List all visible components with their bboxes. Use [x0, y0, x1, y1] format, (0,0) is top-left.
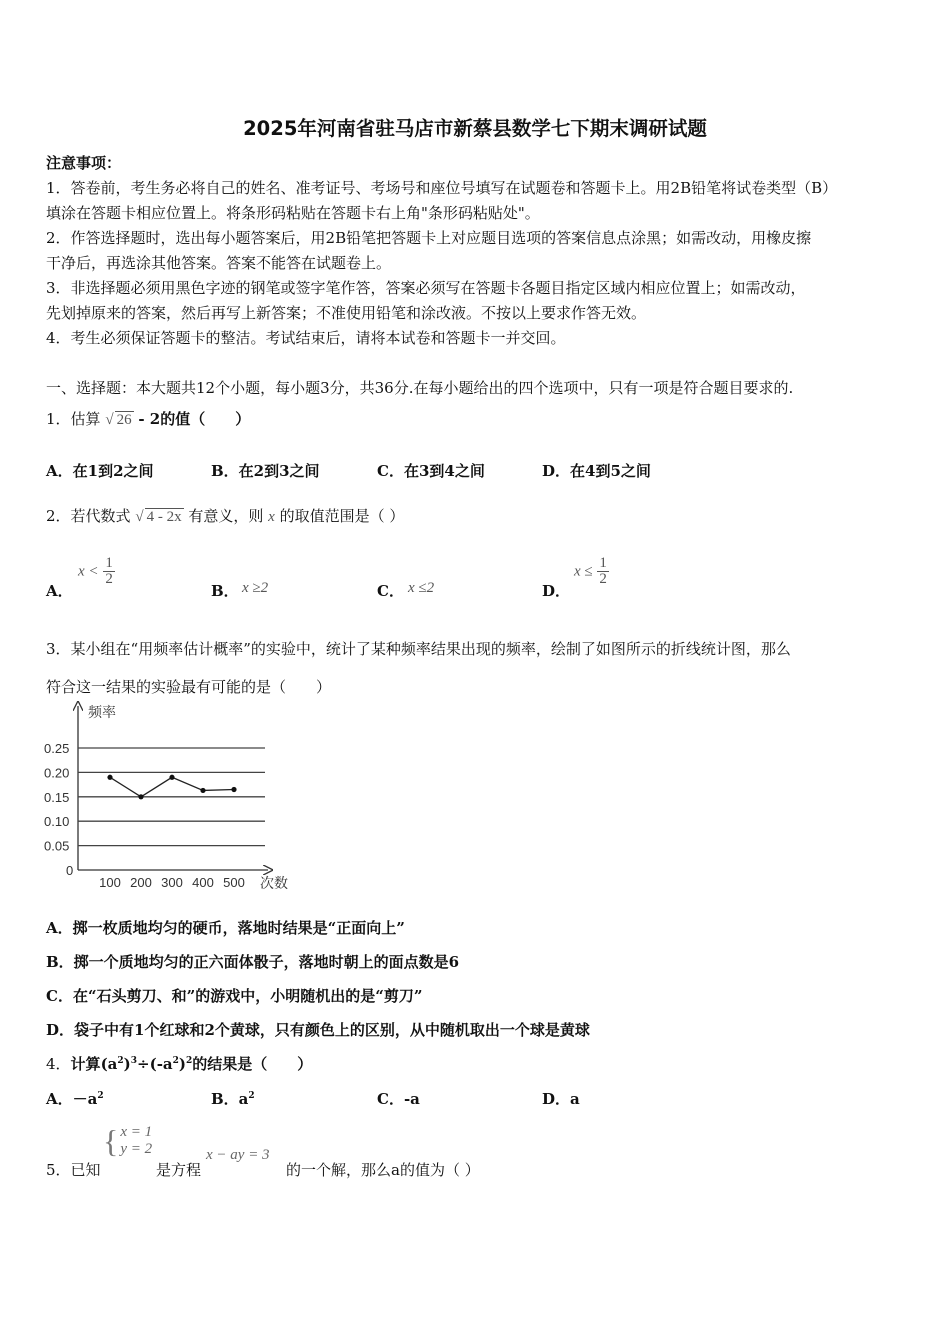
y-tick-label: 0.15	[44, 789, 70, 805]
q2-option-d-label: D．	[542, 582, 571, 600]
x-tick-label: 200	[130, 875, 152, 890]
y-tick-label: 0.20	[44, 765, 70, 781]
q5-post: 的一个解，那么a的值为（ ）	[286, 1161, 480, 1179]
x-tick-label: 300	[161, 875, 183, 890]
q1-option-c: C．在3到4之间	[377, 462, 485, 480]
data-point	[169, 775, 174, 780]
q2-mid: 有意义，则	[188, 507, 264, 525]
q4-option-d: D．a	[542, 1090, 580, 1108]
q4-option-c: C．-a	[377, 1090, 420, 1108]
q1-option-a: A．在1到2之间	[46, 462, 154, 480]
q4-option-b	[211, 1088, 255, 1109]
q2-d-num: 1	[599, 555, 607, 571]
q5-number-pre	[46, 1159, 101, 1180]
q2-option-a-label: A．	[46, 582, 73, 600]
y-tick-label: 0	[66, 863, 74, 878]
question-2	[46, 505, 404, 526]
notice-line: 干净后，再选涂其他答案。答案不能答在试题卷上。	[46, 254, 392, 272]
q5-sys-eq2: y = 2	[120, 1140, 153, 1157]
q4-option-a	[46, 1088, 104, 1109]
q1-pre: 估算	[70, 410, 101, 428]
x-axis-label: 次数	[260, 875, 288, 891]
q5-number: 5．	[46, 1161, 71, 1179]
q3-line-2: 符合这一结果的实验最有可能的是（ ）	[46, 678, 332, 696]
q1-post: - 2的值（ ）	[138, 410, 251, 428]
frequency-line-chart	[40, 700, 310, 895]
q2-pre: 若代数式	[70, 507, 131, 525]
q2-a-den: 2	[105, 571, 113, 587]
q3-line-1: 3．某小组在“用频率估计概率”的实验中，统计了某种频率结果出现的频率，绘制了如图所示的折线统计图，那么	[46, 640, 791, 658]
x-tick-label: 400	[192, 875, 214, 890]
series-line	[110, 777, 234, 797]
q2-d-lhs: x ≤	[574, 563, 593, 580]
q4-sup: 2	[186, 1056, 193, 1066]
q4-number: 4．	[46, 1055, 71, 1073]
q2-number: 2．	[46, 507, 71, 525]
q1-radicand: 26	[116, 412, 132, 428]
q2-a-num: 1	[105, 555, 113, 571]
q3-option-c: C．在“石头剪刀、和”的游戏中，小明随机出的是“剪刀”	[46, 987, 423, 1005]
q2-d-den: 2	[599, 571, 607, 587]
q3-option-b: B．掷一个质地均匀的正六面体骰子，落地时朝上的面点数是6	[46, 953, 460, 971]
q2-option-d	[574, 556, 609, 587]
q4-sup: 3	[130, 1056, 138, 1066]
x-tick-label: 500	[223, 875, 245, 890]
notice-line: 3．非选择题必须用黑色字迹的钢笔或签字笔作答，答案必须写在答题卡各题目指定区域内相应位置上；如需改动，	[46, 279, 806, 297]
q1-number: 1．	[46, 410, 71, 428]
page-title: 2025年河南省驻马店市新蔡县数学七下期末调研试题	[243, 117, 707, 140]
question-4	[46, 1053, 312, 1074]
q5-sys-eq1: x = 1	[120, 1124, 153, 1140]
section-heading: 一、选择题：本大题共12个小题，每小题3分，共36分.在每小题给出的四个选项中，只有一项是符合题目要求的.	[46, 379, 794, 397]
q5-equation: x − ay = 3	[206, 1147, 270, 1163]
notice-line: 4．考生必须保证答题卡的整洁。考试结束后，请将本试卷和答题卡一并交回。	[46, 329, 566, 347]
q5-equation-system: { x = 1 y = 2	[103, 1122, 153, 1159]
q2-option-b: x ≥2	[242, 580, 269, 596]
q4-expression	[101, 1055, 193, 1073]
q5-pre: 已知	[70, 1161, 101, 1179]
q2-option-c-label: C．	[377, 582, 404, 600]
data-point	[138, 794, 143, 799]
q2-option-a	[78, 556, 115, 587]
q4-expr-part: )	[123, 1055, 131, 1073]
q4-b-text: B．a	[211, 1090, 249, 1108]
q4-a-sup: 2	[97, 1091, 104, 1101]
q2-var: x	[268, 509, 275, 525]
q4-b-sup: 2	[248, 1091, 255, 1101]
notice-line: 先划掉原来的答案，然后再写上新答案；不准使用铅笔和涂改液。不按以上要求作答无效。	[46, 304, 647, 322]
q4-sup: 2	[172, 1056, 179, 1066]
y-tick-label: 0.25	[44, 741, 70, 756]
notice-line: 2．作答选择题时，选出每小题答案后，用2B铅笔把答题卡上对应题目选项的答案信息点涂黑；如需改动，用橡皮擦	[46, 229, 812, 247]
q2-post: 的取值范围是（ ）	[279, 507, 405, 525]
q2-a-frac	[103, 556, 115, 587]
q2-a-lhs: x <	[78, 563, 99, 580]
q4-a-text: A．－a	[46, 1090, 98, 1108]
q4-pre: 计算	[70, 1055, 101, 1073]
q2-option-b-label: B．	[211, 582, 239, 600]
q1-sqrt: √ 26	[105, 412, 132, 428]
q4-expr-part: )	[178, 1055, 187, 1073]
q2-sqrt: √ 4 - 2x	[135, 509, 182, 525]
q4-expr-part: ÷(-a	[137, 1055, 173, 1073]
question-1	[46, 408, 250, 429]
q1-option-d: D．在4到5之间	[542, 462, 651, 480]
q1-option-b: B．在2到3之间	[211, 462, 320, 480]
q2-d-frac	[597, 556, 609, 587]
q3-option-a: A．掷一枚质地均匀的硬币，落地时结果是“正面向上”	[46, 919, 405, 937]
q2-option-c: x ≤2	[408, 580, 435, 596]
data-point	[231, 787, 236, 792]
q4-expr-part: (a	[100, 1055, 118, 1073]
notice-line: 1．答卷前，考生务必将自己的姓名、准考证号、考场号和座位号填写在试题卷和答题卡上。用2B铅笔将试卷类型（B）	[46, 179, 838, 197]
notice-line: 填涂在答题卡相应位置上。将条形码粘贴在答题卡右上角"条形码粘贴处"。	[46, 204, 540, 222]
notice-heading: 注意事项：	[46, 154, 122, 172]
q4-sup: 2	[117, 1056, 124, 1066]
y-tick-label: 0.10	[44, 814, 70, 830]
x-tick-label: 100	[99, 875, 121, 890]
y-axis-label: 频率	[88, 704, 116, 720]
q2-radicand: 4 - 2x	[146, 509, 182, 525]
y-tick-label: 0.05	[44, 838, 70, 854]
q3-option-d: D．袋子中有1个红球和2个黄球，只有颜色上的区别，从中随机取出一个球是黄球	[46, 1021, 590, 1039]
data-point	[200, 788, 205, 793]
data-point	[107, 775, 112, 780]
q5-mid: 是方程	[156, 1161, 202, 1179]
q4-post: 的结果是（ ）	[192, 1055, 313, 1073]
